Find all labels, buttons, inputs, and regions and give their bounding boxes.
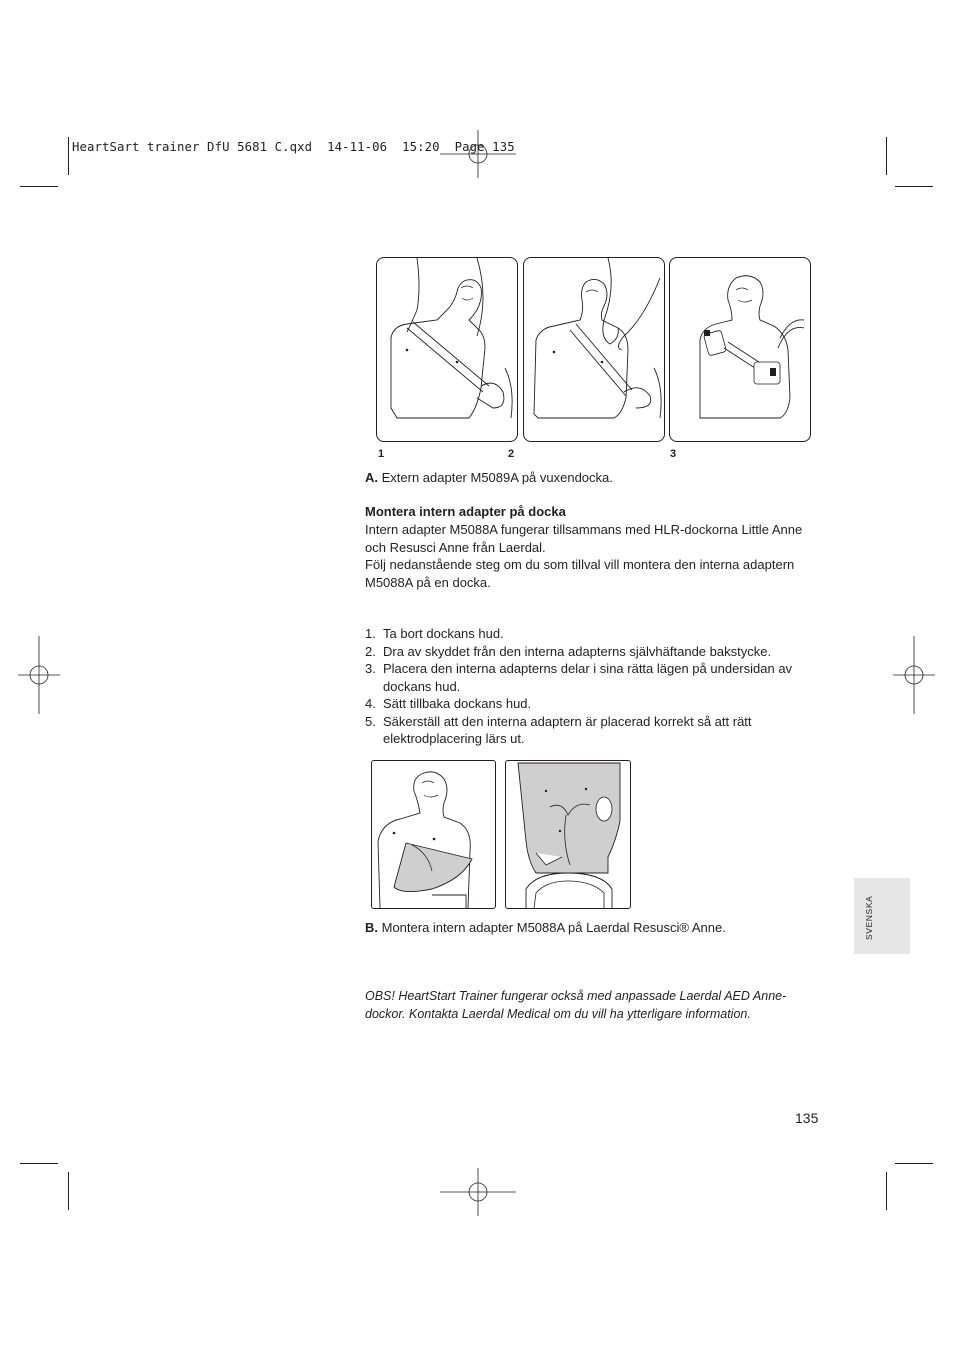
crop-mark — [20, 186, 58, 187]
section-heading: Montera intern adapter på docka — [365, 504, 566, 519]
steps-list — [365, 625, 815, 748]
step-text: Dra av skyddet från den interna adapterns självhäftande bakstycke. — [383, 643, 772, 659]
crop-mark — [68, 137, 69, 175]
language-tab — [854, 878, 910, 954]
step-number: 1. — [365, 626, 376, 641]
caption-label: A. — [365, 470, 378, 485]
crop-mark — [886, 1172, 887, 1210]
step-text: Säkerställ att den interna adaptern är placerad korrekt så att rätt elektrodplacering lärs ut. — [383, 713, 752, 746]
registration-mark-right — [893, 636, 935, 714]
crop-mark — [895, 186, 933, 187]
step-text: Sätt tillbaka dockans hud. — [383, 696, 532, 711]
figure-b-panel-2 — [505, 760, 631, 909]
list-item — [365, 660, 815, 695]
step-number: 4. — [365, 696, 376, 711]
figure-b-panel-1 — [371, 760, 496, 909]
step-text: Ta bort dockans hud. — [383, 626, 504, 641]
figure-a-panel-2 — [523, 257, 665, 442]
step-number: 2. — [365, 643, 376, 659]
step-number: 5. — [365, 713, 376, 729]
registration-mark-bottom — [440, 1168, 516, 1216]
crop-mark — [20, 1163, 58, 1164]
step-text: Placera den interna adapterns delar i sina rätta lägen på undersidan av dockans hud. — [383, 661, 793, 694]
list-item — [365, 625, 815, 643]
crop-mark — [895, 1163, 933, 1164]
page-number: 135 — [795, 1110, 819, 1126]
paragraph: Intern adapter M5088A fungerar tillsammans med HLR-dockorna Little Anne och Resusci Anne från Laerdal. — [365, 522, 803, 555]
registration-mark-left — [18, 636, 60, 714]
section-body — [365, 521, 805, 591]
step-number: 3. — [365, 661, 376, 676]
language-tab-label: SVENSKA — [864, 895, 874, 940]
paragraph: Följ nedanstående steg om du som tillval vill montera den interna adaptern M5088A på en docka. — [365, 557, 795, 590]
slug-line: HeartSart trainer DfU 5681 C.qxd 14-11-06 15:20 Page 135 — [72, 140, 515, 154]
figure-b-caption — [365, 919, 726, 937]
caption-label: B. — [365, 920, 378, 935]
panel-number-3: 3 — [670, 448, 677, 460]
figure-a-panel-1 — [376, 257, 518, 442]
crop-mark — [886, 137, 887, 175]
figure-a-caption — [365, 469, 613, 487]
crop-mark — [68, 1172, 69, 1210]
panel-number-1: 1 — [378, 448, 385, 460]
panel-number-2: 2 — [508, 448, 515, 460]
note-text: OBS! HeartStart Trainer fungerar också med anpassade Laerdal AED Anne-dockor. Kontakta Laerdal Medical om du vill ha ytterligare information. — [365, 989, 787, 1021]
registration-mark-top — [440, 130, 516, 178]
list-item — [365, 643, 815, 661]
list-item — [365, 695, 815, 713]
list-item — [365, 713, 815, 748]
caption-text: Montera intern adapter M5088A på Laerdal Resusci® Anne. — [378, 920, 726, 935]
figure-a-panel-3 — [669, 257, 811, 442]
caption-text: Extern adapter M5089A på vuxendocka. — [378, 470, 613, 485]
